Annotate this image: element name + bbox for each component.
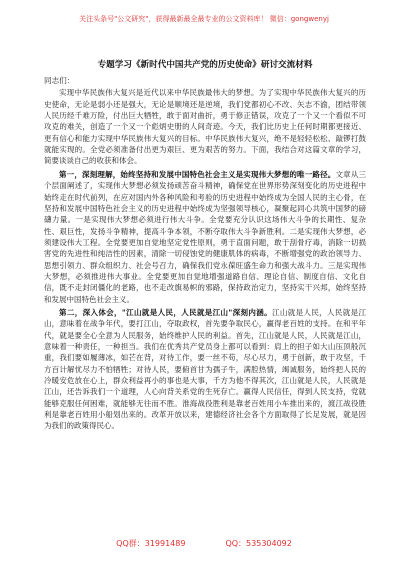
document-body [44, 58, 366, 432]
paragraph-point-one [44, 169, 366, 305]
paragraph-text: 实现中华民族伟大复兴是近代以来中华民族最伟大的梦想。为了实现中华民族伟大复兴的历史使命，无论是弱小还是强大，无论是顺境还是逆境，我们党都初心不改、矢志不渝，团结带领人民历经千难万险，付出巨大牺牲，敢于面对曲折，勇于修正错误，攻克了一个又一个看似不可攻克的难关，创造了一个又一个彪炳史册的人间奇迹。今天，我们比历史上任何时期都更接近、更有信心和能力实现中华民族伟大复兴的目标。中华民族伟大复兴，绝不是轻轻松松、敲锣打鼓就能实现的。全党必须准备付出更为艰巨、更为艰苦的努力。下面，我结合对这篇文章的学习，简要谈谈自己的收获和体会。 [44, 88, 366, 166]
paragraph-lead: 第二，深入体会，"江山就是人民，人民就是江山"深刻内涵。 [59, 307, 272, 317]
paragraph-text: 江山就是人民，人民就是江山，意味着在战争年代，要打江山，夺取政权，首先要争取民心，赢得老百姓的支持。在和平年代，就是要全心全意为人民服务，始终维护人民的利益。首先，江山就是人民，人民就是江山，意味着一种责任，一种担当。我们在优秀共产党员身上都可以看到：肩上的担子如大山压顶般沉重，我们要如履薄冰，如芒在背，对待工作，要一丝不苟，尽心尽力，勇于创新，敢于攻坚，千方百计解忧尽力不怕牺牲；对待人民，要俯首甘为孺子牛，满腔热情，竭诚服务，始终把人民的冷暖安危放在心上，群众利益再小的事也是大事，千方为他不得其次，江山就是人民，人民就是江山，还告诉我们一个道理，人心向背关系党的生死存亡。赢得人民信任，得到人民支持，党就能够克服任何困难，就能够无往而不胜。淮海战役胜利是靠老百姓用小车推出来的，渡江战役胜利是靠老百姓用小船划出来的。改革开放以来，建德经济社会各个方面取得了长足发展，就是因为我们的政策得民心。 [44, 307, 366, 431]
contact-footer [0, 538, 408, 549]
document-title: 专题学习《新时代中国共产党的历史使命》研讨交流材料 [97, 60, 313, 70]
paragraph-point-two [44, 307, 366, 432]
qq-contact-text: QQ：535304092 [225, 539, 292, 548]
paragraph-intro [44, 87, 366, 166]
promo-header [0, 0, 408, 40]
paragraph-lead: 第一，深刻理解，始终坚持和发展中国特色社会主义是实现伟大梦想的唯一路径。 [59, 169, 336, 179]
promo-banner-text: 关注头条号"公文研究"，获得最新最全最专业的公文资料库！ 微信：gongwenyj [79, 15, 329, 23]
paragraph-text: 文章从三个层面阐述了，实现伟大梦想必须发扬顽苦奋斗精神，确保党在世界形势深刻变化的历史进程中始终走在时代前列，在应对国内外各种风险和考验的历史进程中始终成为全国人民的主心骨，在坚持和发展中国特色社会主义的历史进程中始终成为坚强领导核心，凝聚起同心共筑中国梦的磅礴力量。一是实现伟大梦想必须进行伟大斗争。全党要充分认识这场伟大斗争的长期性、复杂性、艰巨性，发扬斗争精神，提高斗争本领，不断夺取伟大斗争新胜利。二是实现伟大梦想，必须建设伟大工程。全党要更加自觉地坚定党性原则，勇于直面问题，敢于刮骨疗毒，消除一切损害党的先进性和纯洁性的因素，清除一切侵蚀党的健康肌体的病毒，不断增强党的政治领导力、思想引领力、群众组织力、社会号召力，确保我们党永葆旺盛生命力和强大战斗力。三是实现伟大梦想，必须推进伟大事业。全党要更加自觉地增强道路自信、理论自信、制度自信、文化自信，既不走封闭僵化的老路，也不走改旗易帜的邪路，保持政治定力，坚持实干兴邦，始终坚持和发展中国特色社会主义。 [44, 169, 367, 304]
greeting: 同志们： [44, 76, 75, 85]
qq-group-text: QQ群：31991489 [116, 539, 186, 548]
